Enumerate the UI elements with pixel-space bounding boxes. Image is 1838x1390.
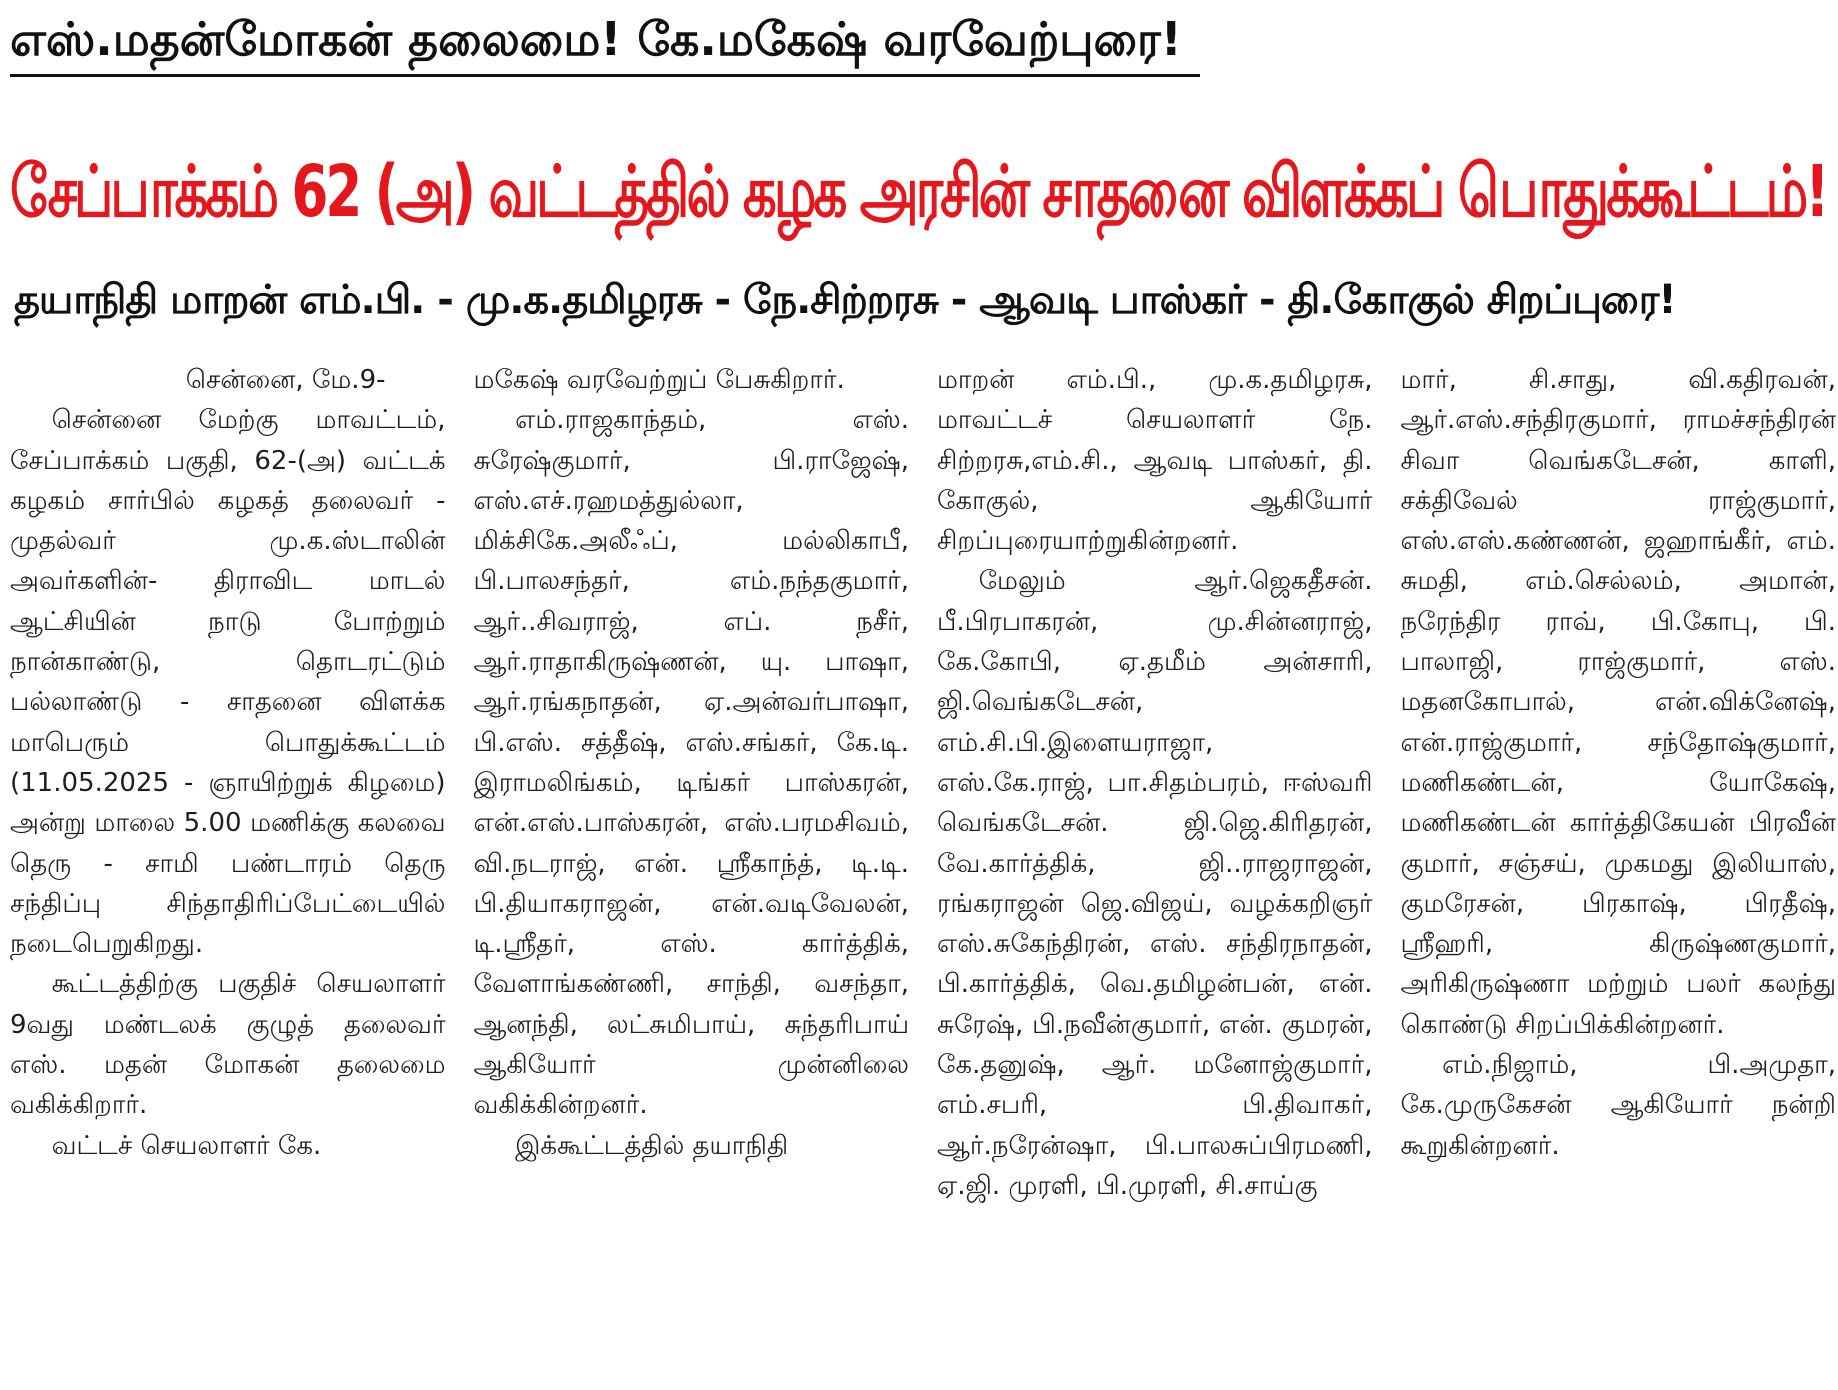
article-column-1 — [10, 360, 446, 1382]
article-column-2 — [474, 360, 910, 1382]
article-paragraph: இக்கூட்டத்தில் தயாநிதி — [515, 1130, 789, 1161]
subheadline: தயாநிதி மாறன் எம்.பி. - மு.க.தமிழரசு - நே.சிற்றரசு - ஆவடி பாஸ்கர் - தி.கோகுல் சிறப்புரை! — [14, 277, 1676, 323]
article-column-3 — [937, 360, 1373, 1382]
article-paragraph: சென்னை மேற்கு மாவட்டம், சேப்பாக்கம் பகுதி, 62-(அ) வட்டக் கழகம் சார்பில் கழகத் தலைவர் - முதல்வர் மு.க.ஸ்டாலின் அவர்களின்- திராவிட மாடல் ஆட்சியின் நாடு போற்றும் நான்காண்டு, தொடரட்டும் பல்லாண்டு - சாதனை விளக்க மாபெரும் பொதுக்கூட்டம் (11.05.2025 - ஞாயிற்றுக் கிழமை) அன்று மாலை 5.00 மணிக்கு கலவை தெரு - சாமி பண்டாரம் தெரு சந்திப்பு சிந்தாதிரிப்பேட்டையில் நடைபெறுகிறது. — [10, 405, 446, 960]
article-paragraph: வட்டச் செயலாளர் கே. — [51, 1130, 322, 1161]
article-paragraph: கூட்டத்திற்கு பகுதிச் செயலாளர் 9வது மண்டலக் குழுத் தலைவர் எஸ். மதன் மோகன் தலைமை வகிக்கிறார். — [10, 969, 446, 1121]
dateline: சென்னை, மே.9- — [185, 365, 386, 395]
article-paragraph: எம்.நிஜாம், பி.அமுதா, கே.முருகேசன் ஆகியோர் நன்றி கூறுகின்றனர். — [1400, 1050, 1836, 1161]
article-paragraph: எம்.ராஜகாந்தம், எஸ். சுரேஷ்குமார், பி.ராஜேஷ், எஸ்.எச்.ரஹமத்துல்லா, மிக்சிகே.அலீஃப், மல்லிகாபீ, பி.பாலசந்தர், எம்.நந்தகுமார், ஆர்..சிவராஜ், எப். நசீர், ஆர்.ராதாகிருஷ்ணன், யு. பாஷா, ஆர்.ரங்கநாதன், ஏ.அன்வர்பாஷா, பி.எஸ். சத்தீஷ், எஸ்.சங்கர், கே.டி. இராமலிங்கம், டிங்கர் பாஸ்கரன், என்.எஸ்.பாஸ்கரன், எஸ்.பரமசிவம், வி.நடராஜ், என். ஸ்ரீகாந்த், டி.டி. பி.தியாகராஜன், என்.வடிவேலன், டி.ஸ்ரீதர், எஸ். கார்த்திக், வேளாங்கண்ணி, சாந்தி, வசந்தா, ஆனந்தி, லட்சுமிபாய், சுந்தரிபாய் ஆகியோர் முன்னிலை வகிக்கின்றனர். — [473, 405, 909, 1121]
article-column-4 — [1401, 360, 1837, 1382]
main-headline: சேப்பாக்கம் 62 (அ) வட்டத்தில் கழக அரசின் சாதனை விளக்கப் பொதுக்கூட்டம்! — [10, 151, 1827, 234]
article-paragraph: மாறன் எம்.பி., மு.க.தமிழரசு, மாவட்டச் செயலாளர் நே. சிற்றரசு,எம்.சி., ஆவடி பாஸ்கர், தி. கோகுல், ஆகியோர் சிறப்புரையாற்றுகின்றனர். — [937, 365, 1373, 557]
article-paragraph: மார், சி.சாது, வி.கதிரவன், ஆர்.எஸ்.சந்திரகுமார், ராமச்சந்திரன் சிவா வெங்கடேசன், காளி, சக்திவேல் ராஜ்குமார், எஸ்.எஸ்.கண்ணன், ஜஹாங்கீர், எம். சுமதி, எம்.செல்லம், அமான், நரேந்திர ராவ், பி.கோபு, பி. பாலாஜி, ராஜ்குமார், எஸ். மதனகோபால், என்.விக்னேஷ், என்.ராஜ்குமார், சந்தோஷ்குமார், மணிகண்டன், யோகேஷ், மணிகண்டன் கார்த்திகேயன் பிரவீன் குமார், சஞ்சய், முகமது இலியாஸ், குமரேசன், பிரகாஷ், பிரதீஷ், ஸ்ரீஹரி, கிருஷ்ணகுமார், அரிகிருஷ்ணா மற்றும் பலர் கலந்து கொண்டு சிறப்பிக்கின்றனர். — [1400, 365, 1836, 1040]
article-body — [10, 360, 1836, 1382]
article-paragraph: மகேஷ் வரவேற்றுப் பேசுகிறார். — [473, 365, 845, 395]
article-paragraph: மேலும் ஆர்.ஜெகதீசன். பீ.பிரபாகரன், மு.சின்னராஜ், கே.கோபி, ஏ.தமீம் அன்சாரி, ஜி.வெங்கடேசன், எம்.சி.பி.இளையராஜா, எஸ்.கே.ராஜ், பா.சிதம்பரம், ஈஸ்வரி வெங்கடேசன். ஜி.ஜெ.கிரிதரன், வே.கார்த்திக், ஜி..ராஜராஜன், ரங்கராஜன் ஜெ.விஜய், வழக்கறிஞர் எஸ்.சுகேந்திரன், எஸ். சந்திரநாதன், பி.கார்த்திக், வெ.தமிழன்பன், என். சுரேஷ், பி.நவீன்குமார், என். குமரன், கே.தனுஷ், ஆர். மனோஜ்குமார், எம்.சபரி, பி.திவாகர், ஆர்.நரேன்ஷா, பி.பாலசுப்பிரமணி, ஏ.ஜி. முரளி, பி.முரளி, சி.சாய்கு — [937, 566, 1373, 1201]
kicker-headline: எஸ்.மதன்மோகன் தலைமை! கே.மகேஷ் வரவேற்புரை! — [10, 4, 1200, 77]
